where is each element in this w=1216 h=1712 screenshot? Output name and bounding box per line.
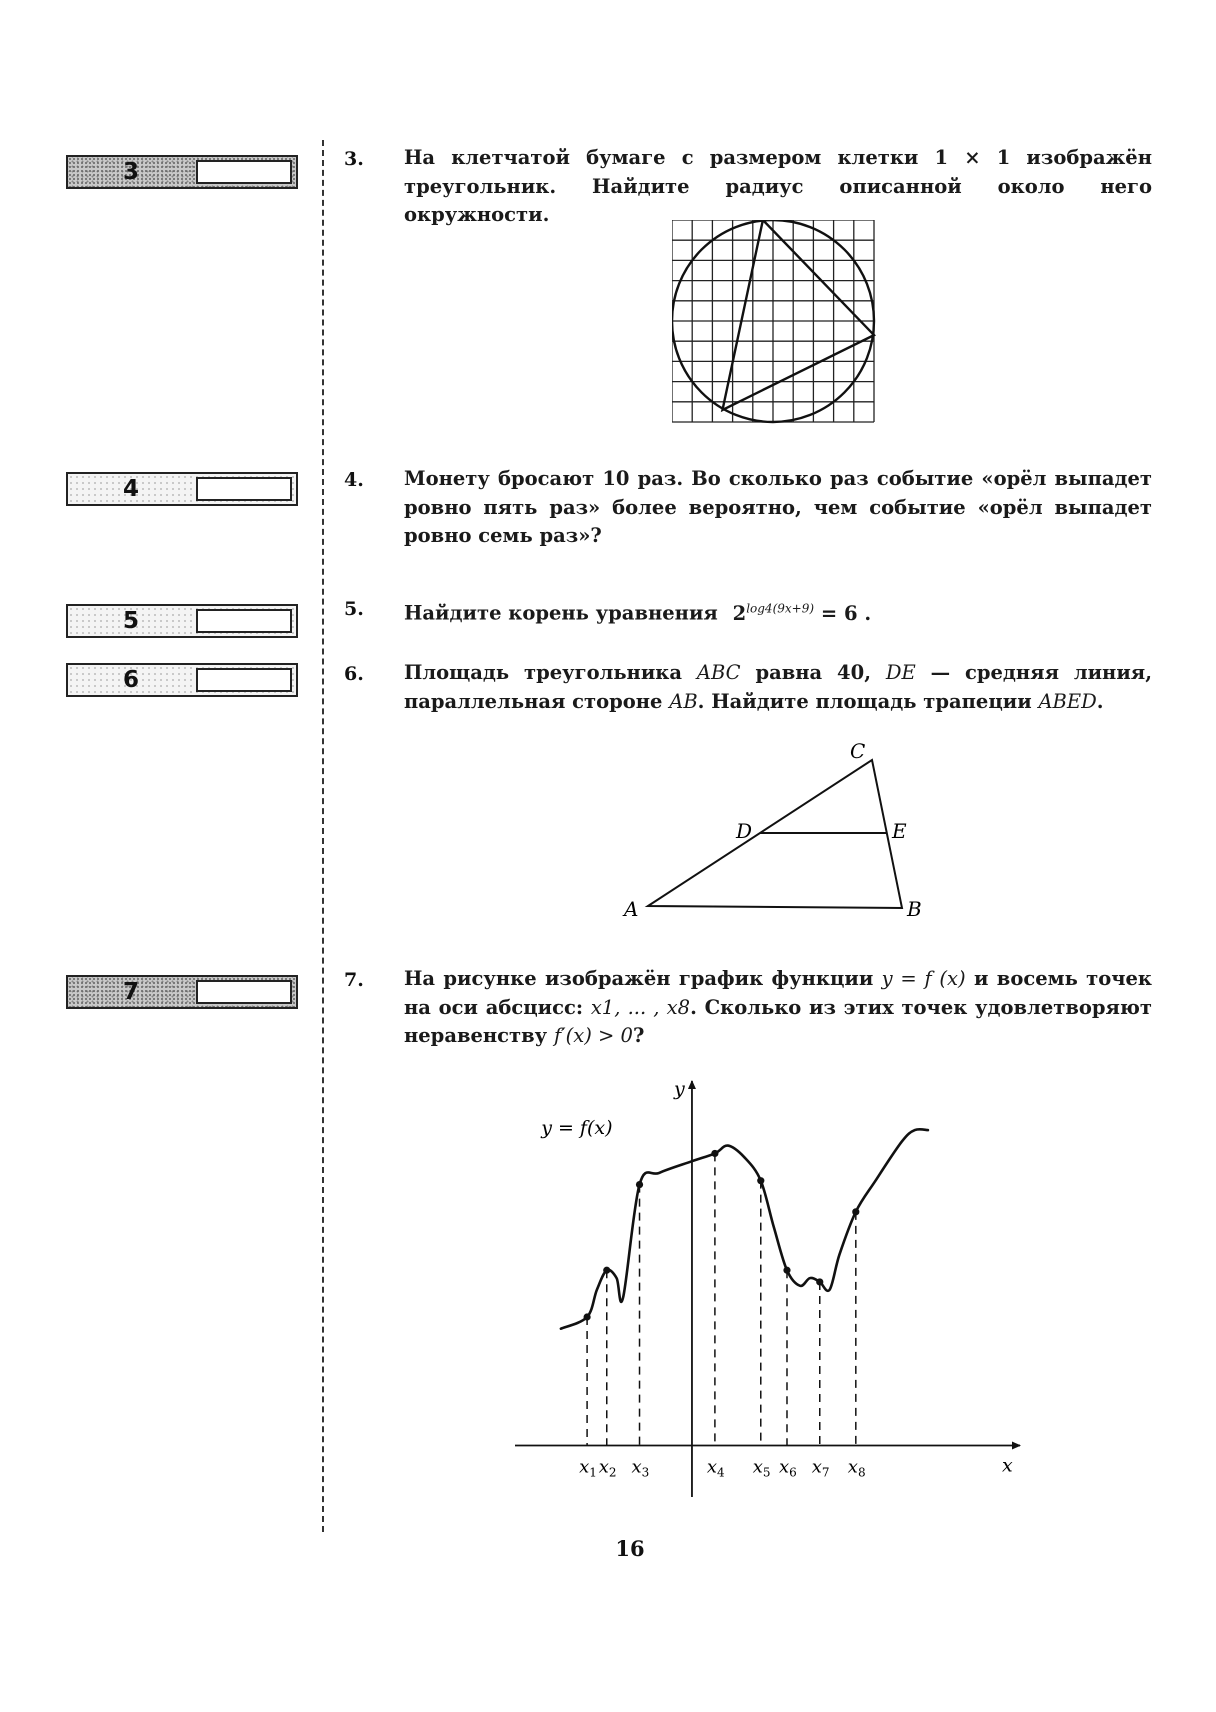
task-3-cell-size: 1 × 1	[934, 146, 1011, 169]
equation-exponent: log4(9x+9)	[746, 601, 815, 615]
task-6-text-e: .	[1096, 689, 1104, 713]
answer-box-label: 5	[122, 608, 139, 634]
side-name: AB	[669, 689, 698, 713]
task-3-text-part1: На клетчатой бумаге с размером клетки	[404, 146, 935, 169]
trapezoid-name: ABED	[1038, 689, 1097, 713]
tick-label-x7: $x_7$	[811, 1456, 830, 1480]
equation-base: 2	[732, 601, 747, 625]
vertex-label-a: A	[624, 897, 639, 921]
task-4-number: 4.	[344, 469, 364, 491]
answer-box-label: 6	[122, 667, 139, 693]
task-7-text-a: На рисунке изображён график функции	[404, 967, 882, 990]
task-6-text-d: . Найдите площадь трапеции	[697, 689, 1039, 713]
equation-rhs: = 6 .	[820, 601, 872, 625]
task-4-text: Монету бросают 10 раз. Во сколько раз событие «орёл выпадет ровно пять раз» более вероятно, чем событие «орёл выпадет ровно семь раз»?	[404, 467, 1152, 547]
x-axis-label: x	[1002, 1454, 1013, 1477]
answer-box-label: 7	[122, 979, 139, 1005]
vertex-label-e: E	[892, 819, 907, 843]
tick-label-x6: $x_6$	[778, 1456, 797, 1480]
answer-box-4[interactable]	[66, 472, 298, 506]
answer-box-label: 3	[122, 159, 139, 185]
answer-input[interactable]	[196, 160, 292, 184]
tick-label-x2: $x_2$	[598, 1456, 617, 1480]
answer-box-7[interactable]	[66, 975, 298, 1009]
task-5-text	[404, 594, 1152, 628]
point-x5	[757, 1177, 764, 1184]
triangle-name: ABC	[696, 661, 741, 684]
answer-box-5[interactable]	[66, 604, 298, 638]
tick-label-x3: $x_3$	[631, 1456, 650, 1480]
point-x1	[583, 1313, 590, 1320]
function-graph	[515, 1075, 1030, 1535]
point-x4	[711, 1150, 718, 1157]
vertex-label-b: B	[907, 897, 922, 921]
y-axis-label: y	[673, 1078, 685, 1100]
answer-input[interactable]	[196, 609, 292, 633]
task-6-number: 6.	[344, 663, 364, 685]
triangle-figure	[618, 738, 928, 928]
point-x6	[783, 1267, 790, 1274]
task-7-text	[404, 965, 1152, 1051]
task-7-text-d: ?	[632, 1024, 645, 1047]
task-7-number: 7.	[344, 969, 364, 991]
task-6-text-c: — средняя линия, параллельная стороне	[404, 661, 1152, 713]
task-6-text-b: равна 40,	[740, 661, 886, 684]
task-6-text	[404, 659, 1152, 716]
point-x3	[636, 1181, 643, 1188]
points-range: x1, ... , x8	[590, 995, 691, 1019]
point-x2	[603, 1267, 610, 1274]
task-7-text-c: . Сколько из этих точек удовлетворяют неравенству	[404, 995, 1153, 1047]
midline-name: DE	[885, 661, 916, 684]
answer-input[interactable]	[196, 477, 292, 501]
task-3-text-part2: изображён треугольник. Найдите радиус описанной около него окружности.	[404, 146, 1152, 226]
task-6-text-a: Площадь треугольника	[404, 661, 697, 684]
cut-line	[322, 140, 324, 1532]
vertex-label-c: C	[850, 739, 866, 763]
tick-label-x8: $x_8$	[847, 1456, 866, 1480]
page-number: 16	[615, 1536, 645, 1561]
answer-input[interactable]	[196, 668, 292, 692]
vertex-label-d: D	[736, 819, 753, 843]
task-3-number: 3.	[344, 148, 364, 170]
tick-label-x5: $x_5$	[752, 1456, 771, 1480]
task-7-text-b: и восемь точек на оси абсцисс:	[404, 967, 1152, 1019]
point-x8	[852, 1208, 859, 1215]
task-5-number: 5.	[344, 598, 364, 620]
circle-grid-figure	[672, 220, 878, 426]
answer-box-label: 4	[122, 476, 139, 502]
tick-label-x4: $x_4$	[706, 1456, 725, 1480]
task-3-text	[404, 144, 1152, 230]
task-5-prompt: Найдите корень уравнения	[404, 601, 718, 625]
function-name: y = f (x)	[881, 967, 966, 990]
answer-box-6[interactable]	[66, 663, 298, 697]
task-5-equation	[733, 602, 872, 625]
chart-title: y = f(x)	[541, 1116, 613, 1139]
inequality: f′(x) > 0	[553, 1024, 633, 1047]
answer-input[interactable]	[196, 980, 292, 1004]
tick-label-x1: $x_1$	[579, 1456, 597, 1480]
point-x7	[816, 1278, 823, 1285]
answer-box-3[interactable]	[66, 155, 298, 189]
function-curve	[561, 1129, 928, 1328]
